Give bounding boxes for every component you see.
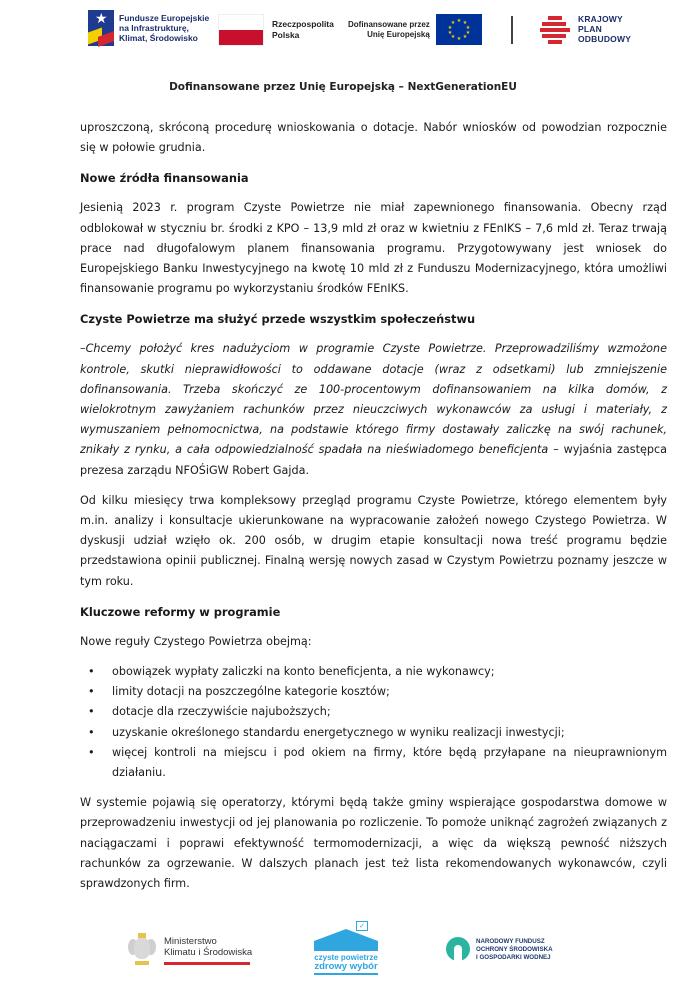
quote-text: –Chcemy położyć kres nadużyciom w programie Czyste Powietrze. Przeprowadziliśmy wzmożone kontrole, skutki nieprawidłowości to oddawane dotacje (wraz z odsetkami) lub zmniejszenie dofinansowania. Trzeba skończyć ze 100-procentowym dofinansowaniem na kilka domów, z wielokrotnym zawyżaniem rachunków przez nieuczciwych wykonawców za usługi i materiały, z wymuszaniem pełnomocnictwa, na podstawie którego firmy dostawały zaliczkę na swój rachunek, znikały z rynku, a cała odpowiedzialność spadała na nieświadomego beneficjenta	[80, 342, 667, 457]
document-body	[80, 118, 667, 904]
eu-flag-icon: ★ ★ ★ ★ ★ ★ ★ ★ ★ ★	[436, 14, 482, 45]
house-icon	[314, 922, 378, 951]
bullet-icon: •	[88, 725, 95, 739]
poland-flag-icon	[218, 14, 264, 46]
page-footer	[0, 922, 686, 985]
section-heading-society: Czyste Powietrze ma służyć przede wszystkim społeczeństwu	[80, 312, 476, 327]
house-roof-icon	[314, 929, 378, 941]
fundusze-europejskie-emblem-icon: ★	[88, 10, 114, 46]
rzeczpospolita-polska-logo	[218, 14, 334, 46]
polish-eagle-icon	[128, 933, 156, 967]
reforms-list	[80, 662, 667, 783]
eu-funding-logo	[348, 14, 482, 45]
page-header	[0, 0, 686, 60]
list-item: • uzyskanie określonego standardu energetycznego w wyniku realizacji inwestycji;	[80, 723, 667, 743]
rules-intro: Nowe reguły Czystego Powietrza obejmą:	[80, 634, 312, 648]
bullet-icon: •	[88, 665, 95, 679]
section-heading-sources: Nowe źródła finansowania	[80, 171, 249, 186]
section-heading-reforms: Kluczowe reformy w programie	[80, 604, 281, 619]
kpo-text: KRAJOWY PLAN ODBUDOWY	[578, 14, 632, 44]
rzeczpospolita-polska-text: Rzeczpospolita Polska	[272, 19, 334, 40]
quote-attribution: – wyjaśnia zastępca prezesa zarządu NFOŚiGW Robert Gajda.	[80, 443, 667, 477]
nfosigw-tree-icon	[446, 937, 470, 963]
review-paragraph: Od kilku miesięcy trwa kompleksowy przegląd programu Czyste Powietrze, którego elementem były m.in. analizy i konsultacje ukierunkowane na wypracowanie założeń nowego Czystego Powietrza. W dyskusji udział wzięło ok. 200 osób, w drugim etapie konsultacji nowa treść programu będzie przedstawiona opinii publicznej. Finalną wersję nowych zasad w Czystym Powietrzu poznamy jeszcze w tym roku.	[80, 493, 667, 588]
bullet-icon: •	[88, 745, 95, 759]
fundusze-europejskie-text: Fundusze Europejskie na Infrastrukturę, Klimat, Środowisko	[119, 13, 210, 43]
quote-paragraph	[80, 339, 667, 480]
ministerstwo-klimatu-logo	[128, 933, 252, 967]
list-item: • limity dotacji na poszczególne kategorie kosztów;	[80, 682, 667, 702]
czyste-powietrze-logo	[314, 922, 378, 975]
list-item: • więcej kontroli na miejscu i pod okiem na firmy, które będą przyłapane na nieuprawnionym działaniu.	[80, 743, 667, 783]
ministerstwo-klimatu-text: Ministerstwo Klimatu i Środowiska	[164, 935, 253, 958]
nfosigw-text: NARODOWY FUNDUSZ OCHRONY ŚRODOWISKA I GOSPODARKI WODNEJ	[476, 938, 553, 961]
fundusze-europejskie-logo	[88, 10, 209, 46]
kpo-emblem-icon	[540, 14, 570, 44]
czyste-powietrze-underline	[314, 973, 378, 975]
intro-paragraph: uproszczoną, skróconą procedurę wnioskowania o dotacje. Nabór wniosków od powodzian rozpocznie się w połowie grudnia.	[80, 121, 667, 155]
nfosigw-logo	[446, 937, 553, 963]
list-item: • obowiązek wypłaty zaliczki na konto beneficjenta, a nie wykonawcy;	[80, 662, 667, 682]
funding-statement: Dofinansowane przez Unię Europejską – NextGenerationEU	[169, 81, 517, 93]
operators-paragraph: W systemie pojawią się operatorzy, którymi będą także gminy wspierające gospodarstwa domowe w przeprowadzeniu inwestycji od jej planowania po rozliczenie. To pomoże uniknąć zagrożeń związanych z naciągaczami i poprawi efektywność termomodernizacji, a więc da większą pewność niższych rachunków za ogrzewanie. W dalszych planach jest też lista rekomendowanych wykonawców, czyli sprawdzonych firm.	[80, 796, 667, 891]
header-separator	[511, 16, 513, 44]
checkmark-icon: ✓	[356, 921, 368, 931]
sources-paragraph: Jesienią 2023 r. program Czyste Powietrze nie miał zapewnionego finansowania. Obecny rząd odblokował w styczniu br. środki z KPO – 13,9 mld zł oraz w kwietniu z FEnIKS – 7,6 mld zł. Teraz trwają prace nad długofalowym planem finansowania programu. Przygotowywany jest wniosek do Europejskiego Banku Inwestycyjnego na kwotę 10 mld zł z Funduszu Modernizacyjnego, która umożliwi finansowanie programu po wykorzystaniu środków FEnIKS.	[80, 201, 667, 296]
list-item: • dotacje dla rzeczywiście najuboższych;	[80, 702, 667, 722]
bullet-icon: •	[88, 705, 95, 719]
eu-funding-text: Dofinansowane przez Unię Europejską	[348, 19, 430, 39]
ministerstwo-underline	[164, 962, 250, 965]
krajowy-plan-odbudowy-logo	[540, 14, 631, 44]
czyste-powietrze-text: czyste powietrze zdrowy wybór	[314, 953, 378, 972]
bullet-icon: •	[88, 685, 95, 699]
